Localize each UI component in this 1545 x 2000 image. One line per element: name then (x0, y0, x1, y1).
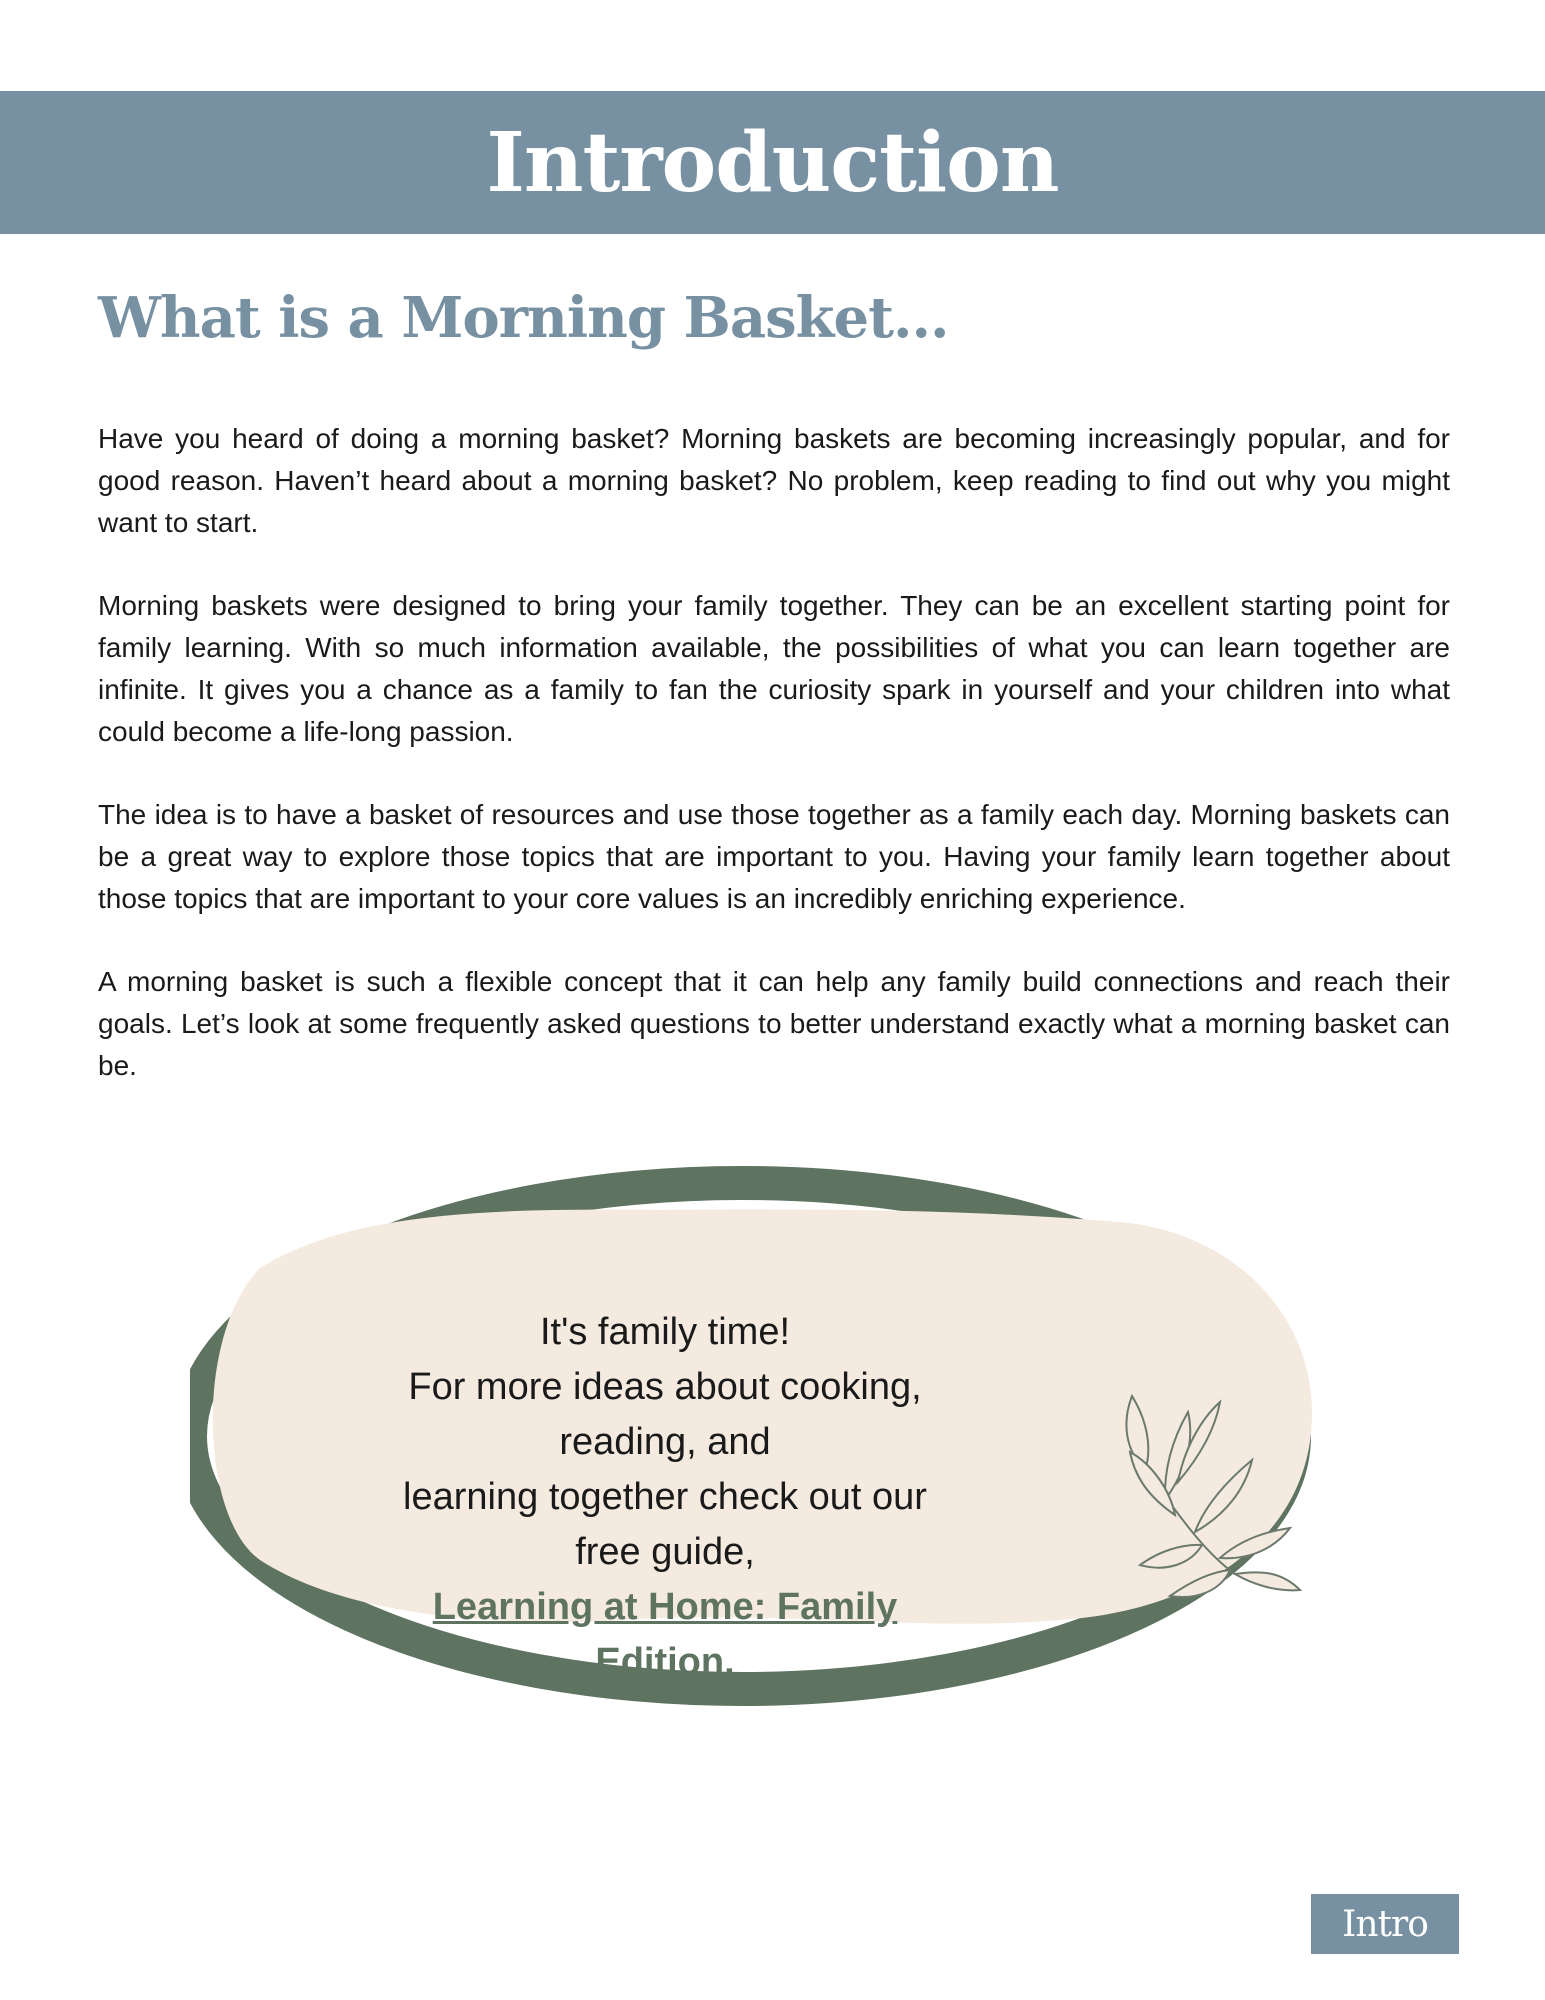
paragraph: Have you heard of doing a morning basket? Morning baskets are becoming increasingly popular, and for good reason. Haven’t heard about a morning basket? No problem, keep reading to find out why you might want to start. (98, 423, 1450, 538)
page-title: Introduction (486, 114, 1059, 211)
body-text (98, 418, 1450, 1128)
callout-text (390, 1305, 940, 1690)
section-heading: What is a Morning Basket... (98, 285, 949, 351)
paragraph: A morning basket is such a flexible concept that it can help any family build connections and reach their goals. Let’s look at some frequently asked questions to better understand exactly what a morning basket can be. (98, 966, 1450, 1081)
callout-heading: It's family time! (539, 1311, 791, 1353)
header-band (0, 91, 1545, 234)
callout-line: learning together check out our free guide, (403, 1476, 927, 1573)
paragraph: The idea is to have a basket of resources and use those together as a family each day. Morning baskets can be a great way to explore those topics that are important to you. Having your family learn together about those topics that are important to your core values is an incredibly enriching experience. (98, 799, 1450, 914)
callout-line: For more ideas about cooking, reading, and (408, 1366, 922, 1463)
section-tab[interactable] (1311, 1894, 1459, 1954)
callout-box (190, 1160, 1350, 1710)
paragraph: Morning baskets were designed to bring your family together. They can be an excellent starting point for family learning. With so much information available, the possibilities of what you can learn together are infinite. It gives you a chance as a family to fan the curiosity spark in yourself and your children into what could become a life-long passion. (98, 590, 1450, 747)
section-tab-label: Intro (1342, 1903, 1428, 1945)
free-guide-link[interactable]: Learning at Home: Family Edition. (432, 1586, 898, 1683)
